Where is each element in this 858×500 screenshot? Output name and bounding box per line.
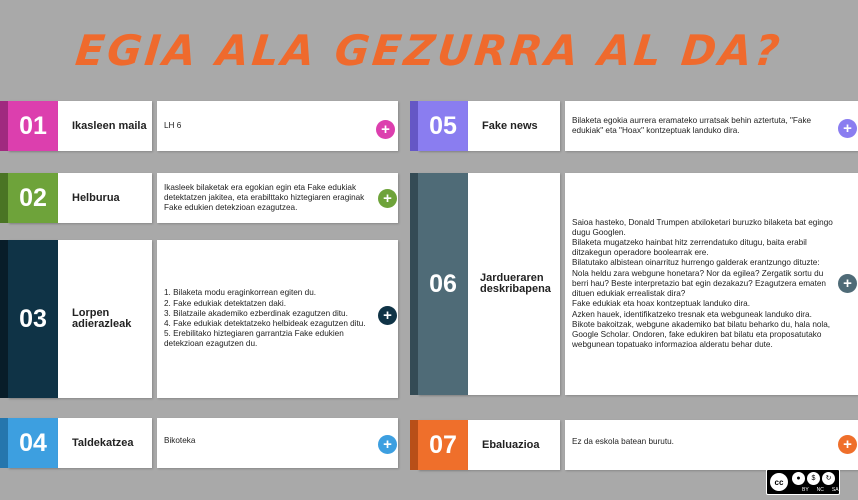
license-sa-label: SA [831, 486, 839, 493]
noncommercial-icon: $ [807, 472, 820, 485]
card-fake-news [410, 101, 858, 151]
card-number: 01 [8, 101, 58, 151]
card-number: 04 [8, 418, 58, 468]
expand-button[interactable]: + [838, 274, 857, 293]
person-icon: ● [792, 472, 805, 485]
page-title: EGIA ALA GEZURRA AL DA? [73, 26, 785, 75]
card-content: Saioa hasteko, Donald Trumpen atxiloketari buruzko bilaketa bat egingo dugu Googlen. Bilaketa mugatzeko hainbat hitz zerrendatuko ditugu, baita erabil ditzakegun operadore boolearrak ere. Bilatutako albistean oinarrituz hurrengo galderak erantzungo dituzte: Nola heldu zara webgune honetara? Nor da egilea? Zergatik sortu du berri hau? Beste interpretazio bat egin dezakazu? Ezagutzera ematen dituen edukiak errealistak dira? Fake edukiak eta hoax kontzeptuak landuko dira. Azken hauek, identifikatzeko tresnak eta webguneak landuko dira. Bikote bakoitzak, webgune akademiko bat bilatu beharko du, hala nola, Google Scholar. Ondoren, fake edukiren bat bilatu eta proposatutako webgunean topatuako informazioa alderatu behar dute. [565, 173, 858, 395]
card-label: Helburua [58, 173, 152, 223]
card-helburua [0, 173, 398, 223]
card-content: 1. Bilaketa modu eraginkorrean egiten du. 2. Fake edukiak detektatzen daki. 3. Bilatzaile akademiko ezberdinak ezagutzen ditu. 4. Fake edukiak detektatzeko helbideak ezagutzen ditu. 5. Erebilitako hiztegiaren garrantzia Fake edukien detekzioan ezagutzen du. [157, 240, 398, 398]
card-number: 02 [8, 173, 58, 223]
card-ikasleen-maila [0, 101, 398, 151]
expand-button[interactable]: + [378, 435, 397, 454]
expand-button[interactable]: + [378, 189, 397, 208]
sharealike-icon: ↻ [822, 472, 835, 485]
card-number: 05 [418, 101, 468, 151]
card-label: Lorpen adierazleak [58, 240, 152, 398]
expand-button[interactable]: + [838, 435, 857, 454]
card-taldekatzea [0, 418, 398, 468]
card-ebaluazioa [410, 420, 858, 470]
card-content: Bikoteka [157, 418, 398, 468]
card-number: 07 [418, 420, 468, 470]
license-by-label: BY [802, 486, 809, 493]
expand-button[interactable]: + [838, 119, 857, 138]
card-label: Ikasleen maila [58, 101, 152, 151]
card-content: Bilaketa egokia aurrera eramateko urratsak behin aztertuta, "Fake edukiak" eta "Hoax" kontzeptuak landuko dira. [565, 101, 858, 151]
card-lorpen-adierazleak [0, 240, 398, 398]
card-label: Taldekatzea [58, 418, 152, 468]
cc-logo-icon: cc [770, 473, 788, 491]
card-label: Ebaluazioa [468, 420, 560, 470]
card-jardueraren-deskribapena [410, 173, 858, 395]
card-number: 03 [8, 240, 58, 398]
card-content: LH 6 [157, 101, 398, 151]
expand-button[interactable]: + [378, 306, 397, 325]
card-label: Fake news [468, 101, 560, 151]
card-number: 06 [418, 173, 468, 395]
card-content: Ikasleek bilaketak era egokian egin eta Fake edukiak detektatzen jakitea, eta erabilttako hiztegiaren eraginak Fake edukien detekzioan ezagutzea. [157, 173, 398, 223]
license-nc-label: NC [816, 486, 824, 493]
card-content: Ez da eskola batean burutu. [565, 420, 858, 470]
card-label: Jardueraren deskribapena [468, 173, 560, 395]
cc-license-badge [766, 469, 840, 495]
expand-button[interactable]: + [376, 120, 395, 139]
